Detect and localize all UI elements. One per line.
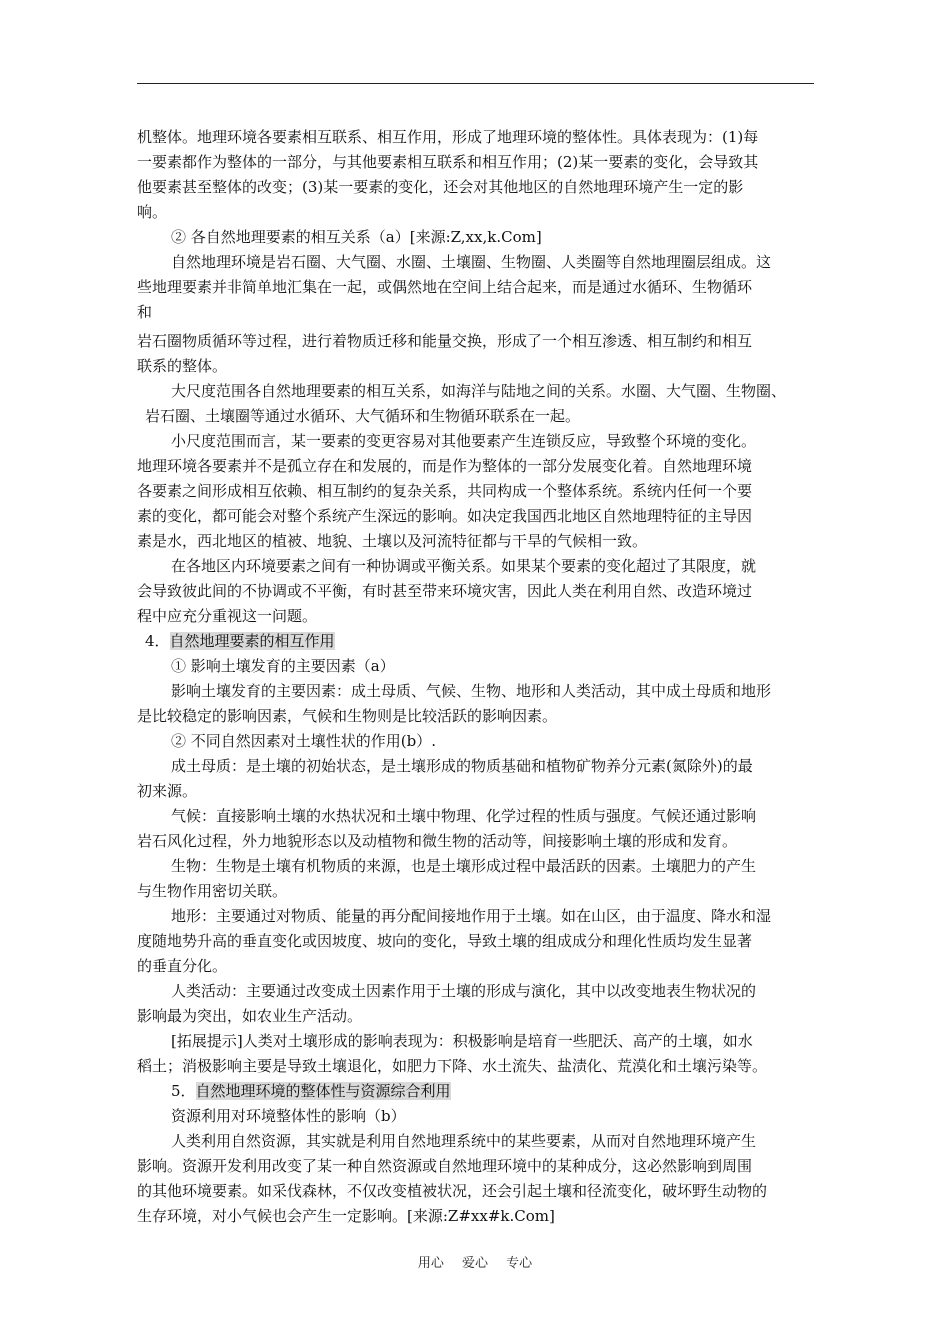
section-number: 4． [145,632,170,650]
text-line: 是比较稳定的影响因素，气候和生物则是比较活跃的影响因素。 [137,707,558,725]
text-line: 联系的整体。 [137,357,228,375]
text-line: 气候：直接影响土壤的水热状况和土壤中物理、化学过程的性质与强度。气候还通过影响 [171,807,757,825]
subheading: ① 影响土壤发育的主要因素（a） [171,657,395,675]
subheading: 资源利用对环境整体性的影响（b） [171,1107,406,1125]
text-line: 各要素之间形成相互依赖、相互制约的复杂关系，共同构成一个整体系统。系统内任何一个要 [137,482,753,500]
text-line: [拓展提示]人类对土壤形成的影响表现为：积极影响是培育一些肥沃、高产的土壤，如水 [171,1032,753,1050]
text-line: 人类利用自然资源，其实就是利用自然地理系统中的某些要素，从而对自然地理环境产生 [171,1132,757,1150]
text-line: 会导致彼此间的不协调或不平衡，有时甚至带来环境灾害，因此人类在利用自然、改造环境过 [137,582,753,600]
text-line: 小尺度范围而言，某一要素的变更容易对其他要素产生连锁反应，导致整个环境的变化。 [171,432,757,450]
text-line: 影响土壤发育的主要因素：成土母质、气候、生物、地形和人类活动，其中成土母质和地形 [171,682,772,700]
text-line: 在各地区内环境要素之间有一种协调或平衡关系。如果某个要素的变化超过了其限度，就 [171,557,757,575]
text-line: 机整体。地理环境各要素相互联系、相互作用，形成了地理环境的整体性。具体表现为：(1)每 [137,128,759,146]
text-line: 一要素都作为整体的一部分，与其他要素相互联系和相互作用；(2)某一要素的变化，会导致其 [137,153,759,171]
subheading: ② 各自然地理要素的相互关系（a）[来源:Z,xx,k.Com] [171,228,542,246]
text-line: 素的变化，都可能会对整个系统产生深远的影响。如决定我国西北地区自然地理特征的主导因 [137,507,753,525]
text-line: 程中应充分重视这一问题。 [137,607,318,625]
text-line: 生存环境，对小气候也会产生一定影响。[来源:Z#xx#k.Com] [137,1207,555,1225]
section-title: 自然地理环境的整体性与资源综合利用 [195,1082,451,1100]
text-line: 影响最为突出，如农业生产活动。 [137,1007,363,1025]
text-line: 影响。资源开发利用改变了某一种自然资源或自然地理环境中的某种成分，这必然影响到周围 [137,1157,753,1175]
text-line: 响。 [137,203,168,221]
text-line: 自然地理环境是岩石圈、大气圈、水圈、土壤圈、生物圈、人类圈等自然地理圈层组成。这 [171,253,772,271]
text-line: 些地理要素并非简单地汇集在一起，或偶然地在空间上结合起来，而是通过水循环、生物循环 [137,278,753,296]
text-line: 人类活动：主要通过改变成土因素作用于土壤的形成与演化，其中以改变地表生物状况的 [171,982,757,1000]
text-line: 和 [137,303,153,321]
text-line: 的垂直分化。 [137,957,228,975]
text-line: 岩石圈物质循环等过程，进行着物质迁移和能量交换，形成了一个相互渗透、相互制约和相互 [137,332,753,350]
subheading: ② 不同自然因素对土壤性状的作用(b）. [171,732,436,750]
page-footer: 用心 爱心 专心 [417,1256,533,1271]
section-heading [171,1078,451,1104]
section-number: 5． [171,1082,196,1100]
text-line: 初来源。 [137,782,198,800]
text-line: 岩石圈、土壤圈等通过水循环、大气循环和生物循环联系在一起。 [145,407,581,425]
section-heading [145,628,335,654]
text-line: 大尺度范围各自然地理要素的相互关系，如海洋与陆地之间的关系。水圈、大气圈、生物圈、 [171,382,787,400]
text-line: 的其他环境要素。如采伐森林，不仅改变植被状况，还会引起土壤和径流变化，破坏野生动物的 [137,1182,768,1200]
text-line: 岩石风化过程，外力地貌形态以及动植物和微生物的活动等，间接影响土壤的形成和发育。 [137,832,738,850]
text-line: 他要素甚至整体的改变；(3)某一要素的变化，还会对其他地区的自然地理环境产生一定的影 [137,178,744,196]
header-rule [137,83,814,84]
text-line: 地理环境各要素并不是孤立存在和发展的，而是作为整体的一部分发展变化着。自然地理环境 [137,457,753,475]
text-line: 度随地势升高的垂直变化或因坡度、坡向的变化，导致土壤的组成成分和理化性质均发生显著 [137,932,753,950]
text-line: 地形：主要通过对物质、能量的再分配间接地作用于土壤。如在山区，由于温度、降水和湿 [171,907,772,925]
text-line: 稻土；消极影响主要是导致土壤退化，如肥力下降、水土流失、盐渍化、荒漠化和土壤污染等。 [137,1057,768,1075]
text-line: 与生物作用密切关联。 [137,882,288,900]
text-line: 素是水，西北地区的植被、地貌、土壤以及河流特征都与干旱的气候相一致。 [137,532,648,550]
section-title: 自然地理要素的相互作用 [169,632,335,650]
text-line: 生物：生物是土壤有机物质的来源，也是土壤形成过程中最活跃的因素。土壤肥力的产生 [171,857,757,875]
text-line: 成土母质：是土壤的初始状态，是土壤形成的物质基础和植物矿物养分元素(氮除外)的最 [171,757,753,775]
